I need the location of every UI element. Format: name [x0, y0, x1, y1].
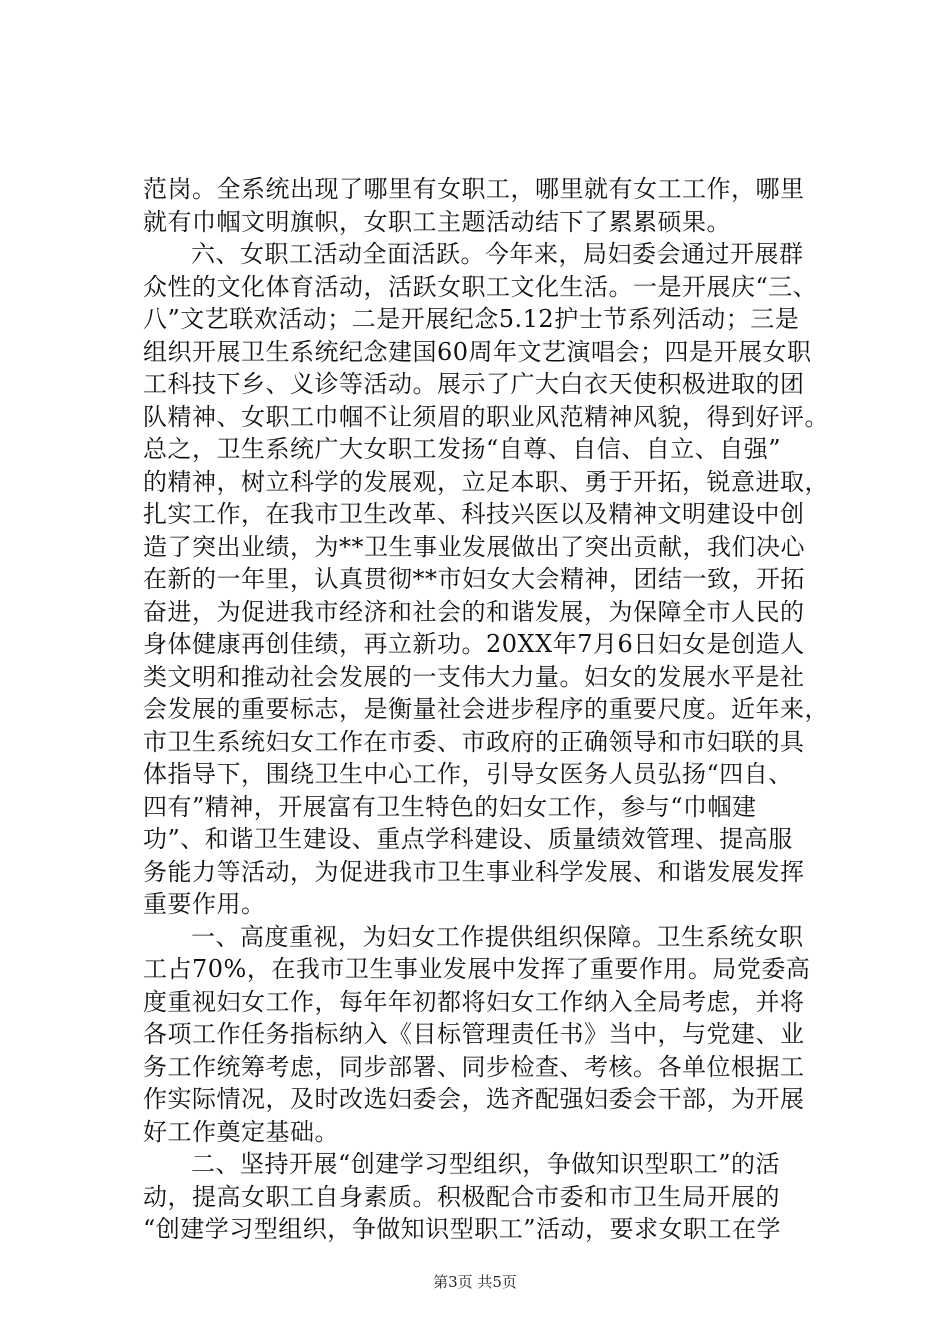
text-line: 范岗。全系统出现了哪里有女职工，哪里就有女工工作，哪里	[143, 175, 805, 203]
text-line: “创建学习型组织，争做知识型职工”活动，要求女职工在学	[143, 1215, 782, 1243]
text-line: 组织开展卫生系统纪念建国60周年文艺演唱会；四是开展女职	[143, 337, 812, 366]
text-line: 重要作用。	[143, 890, 266, 918]
text-line: 六、女职工活动全面活跃。今年来，局妇委会通过开展群	[191, 240, 804, 268]
text-line: 扎实工作，在我市卫生改革、科技兴医以及精神文明建设中创	[143, 500, 805, 528]
text-line: 二、坚持开展“创建学习型组织，争做知识型职工”的活	[191, 1150, 781, 1178]
text-line: 队精神、女职工巾帼不让须眉的职业风范精神风貌，得到好评。	[143, 402, 829, 431]
text-line: 类文明和推动社会发展的一支伟大力量。妇女的发展水平是社	[143, 662, 805, 691]
text-line: 就有巾帼文明旗帜，女职工主题活动结下了累累硕果。	[143, 207, 731, 236]
text-line: 工科技下乡、义诊等活动。展示了广大白衣天使积极进取的团	[143, 370, 805, 398]
text-line: 务工作统筹考虑，同步部署、同步检查、考核。各单位根据工	[143, 1052, 805, 1081]
text-line: 度重视妇女工作，每年年初都将妇女工作纳入全局考虑，并将	[143, 987, 805, 1016]
text-line: 在新的一年里，认真贯彻**市妇女大会精神，团结一致，开拓	[143, 565, 805, 593]
text-line: 造了突出业绩，为**卫生事业发展做出了突出贡献，我们决心	[143, 532, 805, 561]
text-line: 总之，卫生系统广大女职工发扬“自尊、自信、自立、自强”	[143, 435, 782, 463]
text-line: 务能力等活动，为促进我市卫生事业科学发展、和谐发展发挥	[143, 857, 805, 886]
text-line: 好工作奠定基础。	[143, 1117, 339, 1146]
page-number-label: 第3页 共5页	[433, 1273, 517, 1291]
text-line: 体指导下，围绕卫生中心工作，引导女医务人员弘扬“四自、	[143, 760, 793, 788]
text-line: 奋进，为促进我市经济和社会的和谐发展，为保障全市人民的	[143, 597, 805, 626]
text-line: 工占70%，在我市卫生事业发展中发挥了重要作用。局党委高	[143, 955, 811, 983]
text-line: 动，提高女职工自身素质。积极配合市委和市卫生局开展的	[143, 1182, 780, 1211]
text-line: 八”文艺联欢活动；二是开展纪念5.12护士节系列活动；三是	[143, 305, 800, 333]
page-footer	[0, 1272, 950, 1292]
text-line: 众性的文化体育活动，活跃女职工文化生活。一是开展庆“三、	[143, 272, 818, 301]
text-line: 各项工作任务指标纳入《目标管理责任书》当中，与党建、业	[143, 1020, 805, 1048]
text-line: 会发展的重要标志，是衡量社会进步程序的重要尺度。近年来，	[143, 695, 829, 723]
text-line: 的精神，树立科学的发展观，立足本职、勇于开拓，锐意进取，	[143, 467, 829, 496]
text-line: 身体健康再创佳绩，再立新功。20XX年7月6日妇女是创造人	[143, 630, 805, 658]
text-line: 市卫生系统妇女工作在市委、市政府的正确领导和市妇联的具	[143, 727, 805, 756]
text-line: 功”、和谐卫生建设、重点学科建设、质量绩效管理、提高服	[143, 825, 793, 853]
text-line: 一、高度重视，为妇女工作提供组织保障。卫生系统女职	[191, 922, 804, 951]
text-line: 四有”精神，开展富有卫生特色的妇女工作，参与“巾帼建	[143, 792, 757, 821]
text-line: 作实际情况，及时改选妇委会，选齐配强妇委会干部，为开展	[143, 1085, 805, 1113]
body-text	[143, 173, 833, 1246]
